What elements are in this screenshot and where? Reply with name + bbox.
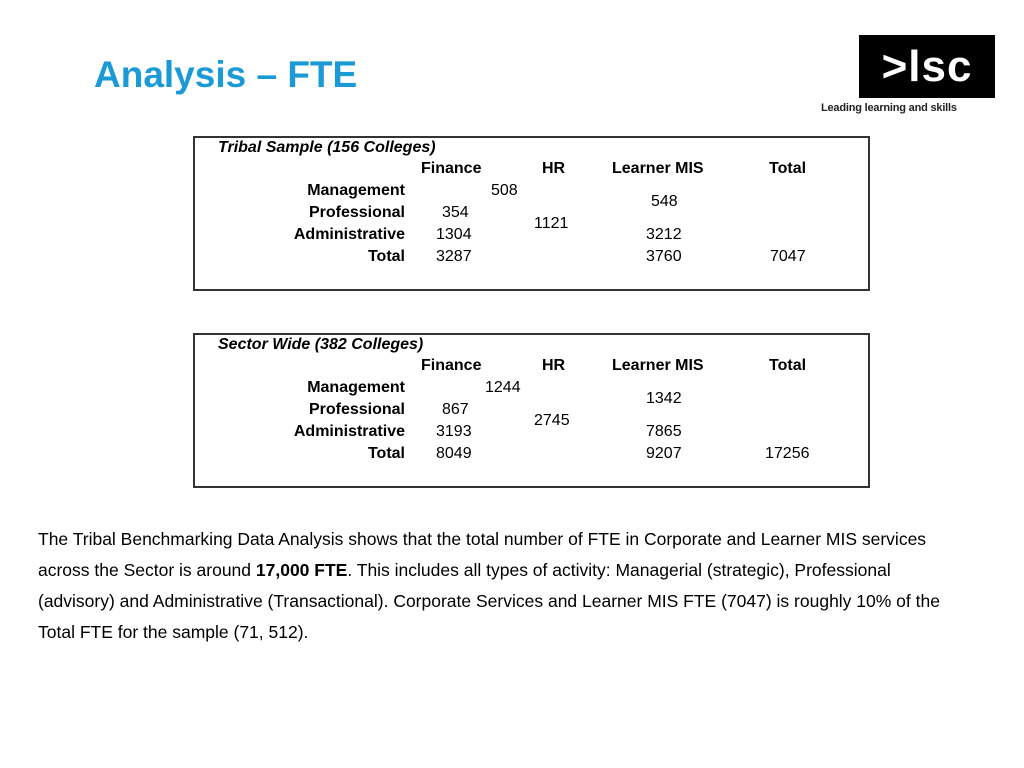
value-finance-administrative: 1304 [436,226,472,243]
value-finance-administrative: 3193 [436,423,472,440]
tribal-sample-table [193,136,870,291]
row-label-total: Total [367,248,405,265]
value-mis-total: 3760 [646,248,682,265]
col-header-learner-mis: Learner MIS [612,357,704,374]
summary-highlight: 17,000 FTE [255,560,348,580]
row-label-administrative: Administrative [293,423,405,440]
col-header-total: Total [769,160,807,177]
value-mis-total: 9207 [646,445,682,462]
table-caption: Tribal Sample (156 Colleges) [218,139,436,156]
value-mis-administrative: 7865 [646,423,682,440]
value-finance-professional: 867 [442,401,469,418]
row-label-professional: Professional [308,204,405,221]
col-header-finance: Finance [421,160,482,177]
value-finance-hr-management: 1244 [485,379,521,396]
row-label-management: Management [307,182,405,199]
value-grand-total: 17256 [765,445,810,462]
value-finance-total: 8049 [436,445,472,462]
value-grand-total: 7047 [770,248,806,265]
col-header-hr: HR [542,357,566,374]
col-header-finance: Finance [421,357,482,374]
value-hr-merged: 2745 [534,412,570,429]
row-label-administrative: Administrative [293,226,405,243]
lsc-logo: >lsc [859,35,995,98]
sector-wide-table [193,333,870,488]
col-header-learner-mis: Learner MIS [612,160,704,177]
logo-tagline: Leading learning and skills [821,102,957,114]
col-header-hr: HR [542,160,566,177]
value-finance-professional: 354 [442,204,469,221]
summary-paragraph [38,524,968,648]
value-mis-administrative: 3212 [646,226,682,243]
slide-title: Analysis – FTE [94,54,358,95]
row-label-management: Management [307,379,405,396]
value-finance-hr-management: 508 [491,182,518,199]
row-label-total: Total [367,445,405,462]
summary-part-1: The Tribal Benchmarking Data Analysis shows that the total number of FTE in Corporate and Learner MIS services across the Sector is around [38,529,927,580]
col-header-total: Total [769,357,807,374]
summary-part-2: . This includes all types of activity: Managerial (strategic), Professional (advisory) and Administrative (Transactional). Corporate Services and Learner MIS FTE (7047) is roughly 10% of the Total FTE for the sample (71, 512). [38,560,940,642]
value-hr-merged: 1121 [534,215,569,232]
value-mis-mgmt-prof: 548 [651,193,678,210]
value-mis-mgmt-prof: 1342 [646,390,682,407]
table-caption: Sector Wide (382 Colleges) [218,336,424,353]
row-label-professional: Professional [308,401,405,418]
value-finance-total: 3287 [436,248,472,265]
